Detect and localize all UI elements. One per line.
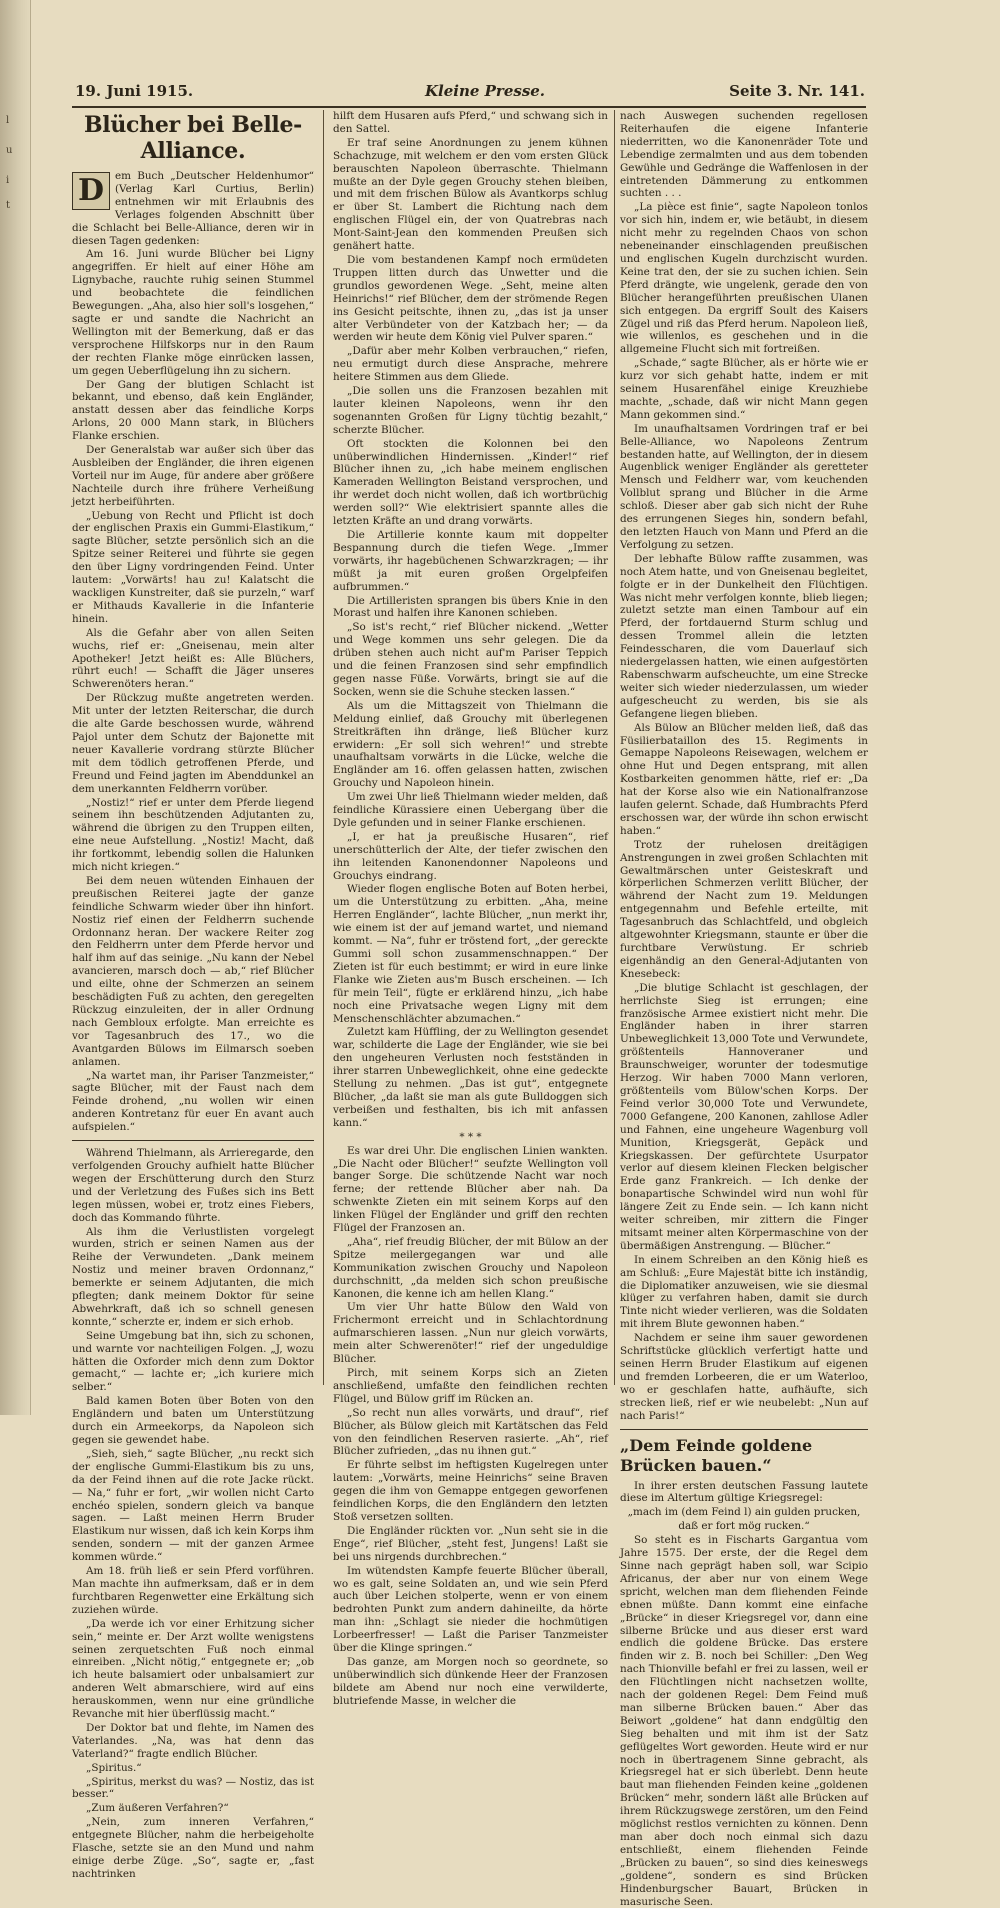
section-rule [620, 1429, 868, 1430]
drop-cap: D [72, 172, 110, 210]
article-title-2: „Dem Feinde goldene Brücken bauen.“ [620, 1435, 813, 1475]
paragraph: Während Thielmann, als Arrieregarde, den verfolgenden Grouchy aufhielt hatte Blücher wegen der Erschütterung durch den Sturz und der Verletzung des Fußes sich ins Bett legen müssen, wobei er, trotz eines Fiebers, doch das Kommando führte. [72, 1147, 314, 1224]
page-number: Seite 3. Nr. 141. [729, 82, 865, 100]
binding-edge: l u i t [0, 0, 31, 1415]
paragraph: Der Generalstab war außer sich über das Ausbleiben der Engländer, die ihren eigenen Vorteil nur im Auge, für andere aber größere Nachteile durch ihre frühere Verheißung jetzt herbeiführten. [72, 444, 314, 508]
verse-line: daß er fort mög rucken.“ [678, 1520, 810, 1533]
paragraph: Das ganze, am Morgen noch so geordnete, so unüberwindlich sich dünkende Heer der Franzosen bildete am Abend nur noch eine verwilderte, blutriefende Masse, in welcher die [333, 1655, 608, 1707]
paragraph: Oft stockten die Kolonnen bei den unüberwindlichen Hindernissen. „Kinder!“ rief Blücher ihnen zu, „ich habe meinem englischen Kameraden Wellington Beistand versprochen, und ihr werdet doch nicht wollen, daß ich wortbrüchig werden soll?“ Wie elektrisiert spannte alles die letzten Kräfte an und drang vorwärts. [333, 437, 608, 528]
paragraph: „Dafür aber mehr Kolben verbrauchen,“ riefen, neu ermutigt durch diese Ansprache, mehrere heitere Stimmen aus dem Gliede. [333, 345, 608, 384]
paragraph: „Nostiz!“ rief er unter dem Pferde liegend seinem ihn beschützenden Adjutanten zu, während die übrigen zu den Truppen eilten, eine neue Aufstellung. „Nostiz! Macht, daß ihr fortkommt, lebendig sollen die Halunken mich nicht kriegen.“ [72, 796, 314, 874]
paragraph: Der Gang der blutigen Schlacht ist bekannt, und ebenso, daß kein Engländer, anstatt dessen aber das feindliche Korps Arlons, 20 000 Mann stark, in Blüchers Flanke erschien. [72, 378, 314, 443]
page-header [35, 82, 865, 106]
paragraph: Als ihm die Verlustlisten vorgelegt wurden, strich er seinen Namen aus der Reihe der Verwundeten. „Dank meinem Nostiz und meiner braven Ordonnanz,“ bemerkte er seinem Adjutanten, die mich pflegten; dank meinem Doktor für seine Abwehrkraft, daß ich so schnell genesen konnte,“ scherzte er, indem er sich erhob. [72, 1225, 314, 1328]
paragraph: Pirch, mit seinem Korps sich an Zieten anschließend, umfaßte den feindlichen rechten Flügel, und Bülow griff im Rücken an. [333, 1367, 608, 1405]
paragraph: In einem Schreiben an den König hieß es am Schluß: „Eure Majestät bitte ich inständig, die Diplomatiker anzuweisen, wie sie diesmal klüger zu verfahren haben, damit sie durch Tinte nicht wieder verlieren, was die Soldaten mit ihrem Blute gewonnen haben.“ [620, 1253, 868, 1331]
paragraph: „Spiritus, merkst du was? — Nostiz, das ist besser.“ [72, 1775, 314, 1801]
paragraph: „Aha“, rief freudig Blücher, der mit Bülow an der Spitze meilergegangen war und alle Kommunikation zwischen Grouchy und Napoleon durchschnitt, „da melden sich schon preußische Kanonen, die kenne ich am hellen Klang.“ [333, 1235, 608, 1300]
paragraph: Er traf seine Anordnungen zu jenem kühnen Schachzuge, mit welchem er den vom ersten Glück berauschten Napoleon überraschte. Thielmann mußte an der Dyle gegen Grouchy stehen bleiben, und mit dem frischen Bülow als Avantkorps schlug er über St. Lambert die Richtung nach dem englischen Flügel ein, der von Quatrebras nach Mont-Saint-Jean den kommenden Preußen sich genähert hatte. [333, 136, 608, 253]
paragraph: Um zwei Uhr ließ Thielmann wieder melden, daß feindliche Kürassiere einen Uebergang über die Dyle gefunden und in seiner Flanke erschienen. [333, 791, 608, 829]
paragraph: Am 18. früh ließ er sein Pferd vorführen. Man machte ihn aufmerksam, daß er in dem furchtbaren Regenwetter eine Erkältung sich zuziehen würde. [72, 1565, 314, 1616]
paragraph: „Na wartet man, ihr Pariser Tanzmeister,“ sagte Blücher, mit der Faust nach dem Feinde drohend, „nu wollen wir einen anderen Kontretanz für euer En avant auch aufspielen.“ [72, 1069, 314, 1134]
paragraph: Seine Umgebung bat ihn, sich zu schonen, und warnte vor nachteiligen Folgen. „J, wozu hätten die Oxforder mich denn zum Doktor gemacht,“ — lachte er; „ich kuriere mich selber.“ [72, 1329, 314, 1394]
paragraph: nach Auswegen suchenden regellosen Reiterhaufen die eigene Infanterie niederritten, wo die Kanonenräder Tote und Lebendige zermalmten und aus dem tobenden Gewühle und Gedränge die Waffenlosen in der eintretenden Dämmerung zu entkommen suchten . . . [620, 110, 868, 200]
header-rule [72, 106, 866, 108]
paragraph: „Da werde ich vor einer Erhitzung sicher sein,“ meinte er. Der Arzt wollte wenigstens seinen zerquetschten Fuß noch einmal einreiben. „Nicht nötig,“ entgegnete er; „ob ich heute balsamiert oder unbalsamiert zur anderen Welt abmarschiere, wird auf eins herauskommen, wenn nur eine gründliche Revanche mit hier überflüssig macht.“ [72, 1617, 314, 1721]
paragraph: Es war drei Uhr. Die englischen Linien wankten. „Die Nacht oder Blücher!“ seufzte Wellington voll banger Sorge. Die schützende Nacht war noch ferne; der rettende Blücher aber nah. Da schwenkte Zieten ein mit seinem Korps auf den linken Flügel der Engländer und griff den rechten Flügel der Franzosen an. [333, 1144, 608, 1235]
paragraph: „So ist's recht,“ rief Blücher nickend. „Wetter und Wege kommen uns sehr gelegen. Die da drüben stehen auch nicht auf'm Pariser Teppich und die feinen Franzosen sind sehr empfindlich gegen nasse Füße. Vorwärts, bringt sie auf die Socken, wenn sie die Schuhe stecken lassen.“ [333, 621, 608, 698]
section-separator: * * * [459, 1130, 482, 1143]
paragraph: „Sieh, sieh,“ sagte Blücher, „nu reckt sich der englische Gummi-Elastikum bis zu uns, da der Feind ihnen auf die rote Jacke rückt. — Na,“ fuhr er fort, „wir wollen nicht Carto enchéo spielen, sondern gleich va banque sagen. — Laßt meinen Herrn Bruder Elastikum nur wissen, daß ich kein Korps ihm senden, sondern — mit der ganzen Armee kommen würde.“ [72, 1447, 314, 1564]
paragraph: Die Engländer rückten vor. „Nun seht sie in die Enge“, rief Blücher, „steht fest, Jungens! Laßt sie bei uns nirgends durchbrechen.“ [333, 1524, 608, 1563]
paragraph: Der Rückzug mußte angetreten werden. Mit unter der letzten Reiterschar, die durch die alte Garde beschossen wurde, während Pajol unter dem Schutz der Bajonette mit neuer Kavallerie vordrang stürzte Blücher mit dem tödlich getroffenen Pferde, und Freund und Feind jagten im Abenddunkel an dem unerkannten Feldherrn vorüber. [72, 692, 314, 795]
paragraph: In ihrer ersten deutschen Fassung lautete diese im Altertum gültige Kriegsregel: [620, 1479, 868, 1505]
paragraph: Wieder flogen englische Boten auf Boten herbei, um die Unterstützung zu erbitten. „Aha, meine Herren Engländer“, lachte Blücher, „nun merkt ihr, wie einem ist der auf jemand wartet, und niemand kommt. — Na“, fuhr er tröstend fort, „der gereckte Gummi soll schon zusammenschnappen.“ Der Zieten ist für euch bestimmt; er wird in eure linke Flanke wie Zieten aus'm Busch erscheinen. — Ich für mein Teil“, fügte er erklärend hinzu, „ich habe noch eine Privatsache wegen Ligny mit dem Menschenschlächter abzumachen.“ [333, 883, 608, 1025]
paragraph: „I, er hat ja preußische Husaren“, rief unerschütterlich der Alte, der tiefer zwischen den ihn leitenden Kanonendonner Napoleons und Grouchys eindrang. [333, 830, 608, 882]
paragraph: „La pièce est finie“, sagte Napoleon tonlos vor sich hin, indem er, wie betäubt, in diesem nicht mehr zu regelnden Chaos von schon nebeneinander einschlagenden preußischen und englischen Kugeln durchzischt wurden. Keine trat den, der sie zu suchen ichien. Sein Pferd drängte, wie ungelenk, gerade den von Blücher herangeführten preußischen Ulanen sich entgegen. Da ergriff Soult des Kaisers Zügel und riß das Pferd herum. Napoleon ließ, wie willenlos, es geschehen und in die allgemeine Flucht sich mit fortreißen. [620, 201, 868, 356]
paragraph: „Zum äußeren Verfahren?“ [86, 1802, 229, 1815]
paragraph: So steht es in Fischarts Gargantua vom Jahre 1575. Der erste, der die Regel dem Sinne nach geprägt haben soll, war Scipio Africanus, der aber nur von einem Wege spricht, welchen man dem fliehenden Feinde ebnen müßte. Dann kommt eine einfache „Brücke“ in dieser Kriegsregel vor, dann eine silberne Brücke und aus dieser erst ward endlich die goldene Brücke. Das erstere finden wir z. B. noch bei Schiller: „Den Weg nach Thionville befahl er frei zu lassen, weil er den Flüchtlingen nicht nachsetzen wollte, nach der goldenen Regel: Dem Feind muß man silberne Brücken bauen.“ Aber das Beiwort „goldene“ hat dann endgültig den Sieg behalten und mit ihm ist der Satz geflügeltes Wort geworden. Heute wird er nur noch in übertragenem Sinne gebracht, als Kriegsregel hat er sich überlebt. Denn heute baut man fliehenden Feinden keine „goldenen Brücken“ mehr, sondern läßt alle Brücken auf ihrem Rückzugswege zerstören, um den Feind möglichst restlos vernichten zu können. Denn man aber doch noch einmal sich dazu entschließt, einem fliehenden Feinde „Brücken zu bauen“, so sind dies keineswegs „goldene“, sondern es sind Brücken Hindenburgscher Bauart, Brücken in masurische Seen. [620, 1534, 868, 1908]
paragraph: Bald kamen Boten über Boten von den Engländern und baten um Unterstützung durch ein Armeekorps, da Napoleon sich gegen sie gewendet habe. [72, 1395, 314, 1446]
paragraph: „Nein, zum inneren Verfahren,“ entgegnete Blücher, nahm die herbeigeholte Flasche, setzte sie an den Mund und nahm einige derbe Züge. „So“, sagte er, „fast nachtrinken [72, 1816, 314, 1880]
paragraph: „Uebung von Recht und Pflicht ist doch der englischen Praxis ein Gummi-Elastikum,“ sagte Blücher, setzte persönlich sich an die Spitze seiner Reiterei und führte sie gegen den über Ligny vordringenden Feind. Unter lautem: „Vorwärts! hau zu! Kalatscht die wackligen Kunstreiter, daß sie purzeln,“ warf er Mithauds Kavallerie in die Infanterie hinein. [72, 509, 314, 625]
section-rule [72, 1140, 314, 1141]
paragraph: Im unaufhaltsamen Vordringen traf er bei Belle-Alliance, wo Napoleons Zentrum bestanden hatte, auf Wellington, der in diesem Augenblick weniger Engländer als geretteter Mensch und Feldherr war, vom keuchenden Vollblut sprang und Blücher in die Arme schloß. Dieser aber gab sich nicht der Ruhe des errungenen Sieges hin, sondern befahl, den letzten Hauch von Mann und Pferd an die Verfolgung zu setzen. [620, 422, 868, 551]
paragraph: Bei dem neuen wütenden Einhauen der preußischen Reiterei jagte der ganze feindliche Schwarm wieder über ihn hinfort. Nostiz rief einen der Feldherrn suchende Ordonnanz heran. Der wackere Reiter zog den Feldherrn unter dem Pferde hervor und half ihm auf das seinige. „Nu kann der Nebel avancieren, marsch doch — ab,“ rief Blücher und eilte, ohne der Schmerzen an seinem beschädigten Fuß zu achten, den geregelten Rückzug einzuleiten, der in aller Ordnung nach Gembloux erfolgte. Man erreichte es vor Tagesanbruch des 17., wo die Avantgarden Bülows im Eilmarsch soeben anlamen. [72, 874, 314, 1068]
paragraph: Die Artilleristen sprangen bis übers Knie in den Morast und halfen ihre Kanonen schieben. [333, 594, 608, 620]
paragraph: hilft dem Husaren aufs Pferd,“ und schwang sich in den Sattel. [333, 110, 608, 135]
paragraph: „Schade,“ sagte Blücher, als er hörte wie er kurz vor sich gehabt hatte, indem er mit seinem Husarenfähel einige Kreuzhiebe machte, „schade, daß wir nicht Mann gegen Mann gekommen sind.“ [620, 357, 868, 421]
article-title: Blücher bei Belle-Alliance. [83, 112, 303, 164]
paragraph: Die vom bestandenen Kampf noch ermüdeten Truppen litten durch das Unwetter und die grundlos gewordenen Wege. „Seht, meine alten Heinrichs!“ rief Blücher, dem der strömende Regen ins Gesicht peitschte, ihnen zu, „das ist ja unser alter Verbündeter von der Katzbach her; — da werden wir heute dem König viel Pulver sparen.“ [333, 253, 608, 344]
paragraph: „Die sollen uns die Franzosen bezahlen mit lauter kleinen Napoleons, wenn ihr den sogenannten Großen für Ligny tüchtig bezahlt,“ scherzte Blücher. [333, 385, 608, 436]
paragraph: Zuletzt kam Hüffling, der zu Wellington gesendet war, schilderte die Lage der Engländer, wie sie bei den ungeheuren Verlusten noch festständen in ihrer starren Unbeweglichkeit, ohne eine gedeckte Stellung zu nehmen. „Das ist gut“, entgegnete Blücher, „da laßt sie man als gute Bulldoggen sich verbeißen und festhalten, bis ich mit anfassen kann.“ [333, 1026, 608, 1129]
lead-text: em Buch „Deutscher Heldenhumor“ (Verlag Karl Curtius, Berlin) entnehmen wir mit Erlaubnis des Verlages folgenden Abschnitt über die Schlacht bei Belle-Alliance, deren wir in diesen Tagen gedenken: [72, 170, 314, 247]
paragraph: Die Artillerie konnte kaum mit doppelter Bespannung durch die tiefen Wege. „Immer vorwärts, ihr hagebüchenen Schwarzkragen; — ihr müßt ja mit euren großen Orgelpfeifen aufbrummen.“ [333, 529, 608, 593]
column-3 [620, 110, 868, 1908]
article-lead [72, 170, 314, 247]
paragraph: Um vier Uhr hatte Bülow den Wald von Frichermont erreicht und in Schlachtordnung aufmarschieren lassen. „Nun nur gleich vorwärts, mein alter Schwerenöter!“ rief der ungeduldige Blücher. [333, 1301, 608, 1366]
paragraph: Im wütendsten Kampfe feuerte Blücher überall, wo es galt, seine Soldaten an, und wie sein Pferd auch über Leichen stolperte, wenn er von einem bedrohten Punkt zum andern dahineilte, da hörte man ihn: „Schlagt sie nieder die hochmütigen Lorbeerfresser! — Laßt die Pariser Tanzmeister über die Klinge springen.“ [333, 1564, 608, 1655]
column-divider-2 [614, 110, 615, 1385]
paragraph: „Spiritus.“ [86, 1761, 142, 1774]
newspaper-name: Kleine Presse. [425, 82, 546, 100]
paragraph: „Die blutige Schlacht ist geschlagen, der herrlichste Sieg ist errungen; eine französische Armee existiert nicht mehr. Die Engländer haben in ihrer starren Unbeweglichkeit 13,000 Tote und Verwundete, größtenteils Hannoveraner und Braunschweiger, worunter der todesmutige Herzog. Wir haben 7000 Mann verloren, größtenteils vom Bülow'schen Korps. Der Feind verlor 30,000 Tote und Verwundete, 7000 Gefangene, 200 Kanonen, zahllose Adler und Fahnen, eine ungeheure Wagenburg voll Munition, Kriegsgerät, Gepäck und Kriegskassen. Der gefürchtete Usurpator verlor auf diesem kleinen Flecken belgischer Erde ganz Frankreich. — Ich denke der bonapartische Schwindel wird nun wohl für längere Zeit zu Ende sein. — Ich kann nicht weiter schreiben, mir zittern die Finger mitsamt meiner alten Körpermaschine von der übermäßigen Anstrengung. — Blücher.“ [620, 981, 868, 1252]
paragraph: Er führte selbst im heftigsten Kugelregen unter lautem: „Vorwärts, meine Heinrichs“ seine Braven gegen die ihm von Gemappe entgegen geworfenen feindlichen Korps, die den Engländern den letzten Stoß versetzen sollten. [333, 1459, 608, 1523]
paragraph: Als um die Mittagszeit von Thielmann die Meldung einlief, daß Grouchy mit überlegenen Streitkräften ihn dränge, ließ Blücher kurz erwidern: „Er soll sich wehren!“ und strebte unaufhaltsam vorwärts in die Lücke, welche die Engländer am 16. offen gelassen hatten, zwischen Grouchy und Napoleon hinein. [333, 699, 608, 790]
column-2 [333, 110, 608, 1707]
paragraph: Der Doktor bat und flehte, im Namen des Vaterlandes. „Na, was hat denn das Vaterland?“ fragte endlich Blücher. [72, 1721, 314, 1760]
paragraph: Am 16. Juni wurde Blücher bei Ligny angegriffen. Er hielt auf einer Höhe am Lignybache, rauchte ruhig seinen Stummel und beobachtete die feindlichen Bewegungen. „Aha, also hier soll's losgehen,“ sagte er und sandte die Nachricht an Wellington mit der Bemerkung, daß er das versprochene Hilfskorps nur in den Raum der rechten Flanke möge einrücken lassen, um gegen Ueberflügelung ihn zu sichern. [72, 248, 314, 377]
paragraph: Als die Gefahr aber von allen Seiten wuchs, rief er: „Gneisenau, mein alter Apotheker! Jetzt heißt es: Alle Blüchers, rührt euch! — Schafft die Jäger unseres Schwerenöters heran.“ [72, 626, 314, 691]
verse-line: „mach im (dem Feind l) ain gulden prucken, [627, 1506, 861, 1519]
paragraph: Trotz der ruhelosen dreitägigen Anstrengungen in zwei großen Schlachten mit Gewaltmärschen unter Geisteskraft und körperlichen Schmerzen verlitt Blücher, der während der Nacht zum 19. Meldungen entgegennahm und Befehle erteilte, mit Tagesanbruch das Schlachtfeld, und obgleich altgewohnter Kriegsmann, staunte er über die furchtbare Verwüstung. Er schrieb eigenhändig an den General-Adjutanten von Knesebeck: [620, 838, 868, 980]
issue-date: 19. Juni 1915. [75, 82, 194, 100]
column-1 [72, 110, 314, 1880]
column-divider-1 [323, 110, 324, 1385]
paragraph: „So recht nun alles vorwärts, und drauf“, rief Blücher, als Bülow gleich mit Kartätschen das Feld von den feindlichen Reserven rasierte. „Ah“, rief Blücher zufrieden, „das nu ihnen gut.“ [333, 1406, 608, 1458]
paragraph: Der lebhafte Bülow raffte zusammen, was noch Atem hatte, und von Gneisenau begleitet, folgte er in der Dunkelheit den Flüchtigen. Was nicht mehr verfolgen konnte, blieb liegen; zuletzt setzte man einen Tambour auf ein Pferd, der fortdauernd Sturm schlug und dessen Trommel allein die letzten Feindesscharen, die vom Dauerlauf sich niedergelassen hatten, wie einen aufgestörten Rabenschwarm aufscheuchte, um eine Strecke weiter sich wieder niederzulassen, um wieder aufgescheucht zu werden, bis sie als Gefangene liegen blieben. [620, 552, 868, 720]
paragraph: Nachdem er seine ihm sauer gewordenen Schriftstücke glücklich verfertigt hatte und seinen Herrn Bruder Elastikum auf eigenen und fremden Lorbeeren, die er um Waterloo, wo er geschlafen hatte, aufhäufte, sich strecken ließ, rief er wie neubelebt: „Nun auf nach Paris!“ [620, 1332, 868, 1422]
paragraph: Als Bülow an Blücher melden ließ, daß das Füsilierbataillon des 15. Regiments in Gemappe Napoleons Reisewagen, welchem er ohne Hut und Degen entsprang, mit allen Kostbarkeiten genommen hätte, rief er: „Da hat der Korse also wie ein Nationalfranzose laufen gelernt. Schade, daß Humbrachts Pferd erschossen war, der würde ihn schon erwischt haben.“ [620, 721, 868, 837]
